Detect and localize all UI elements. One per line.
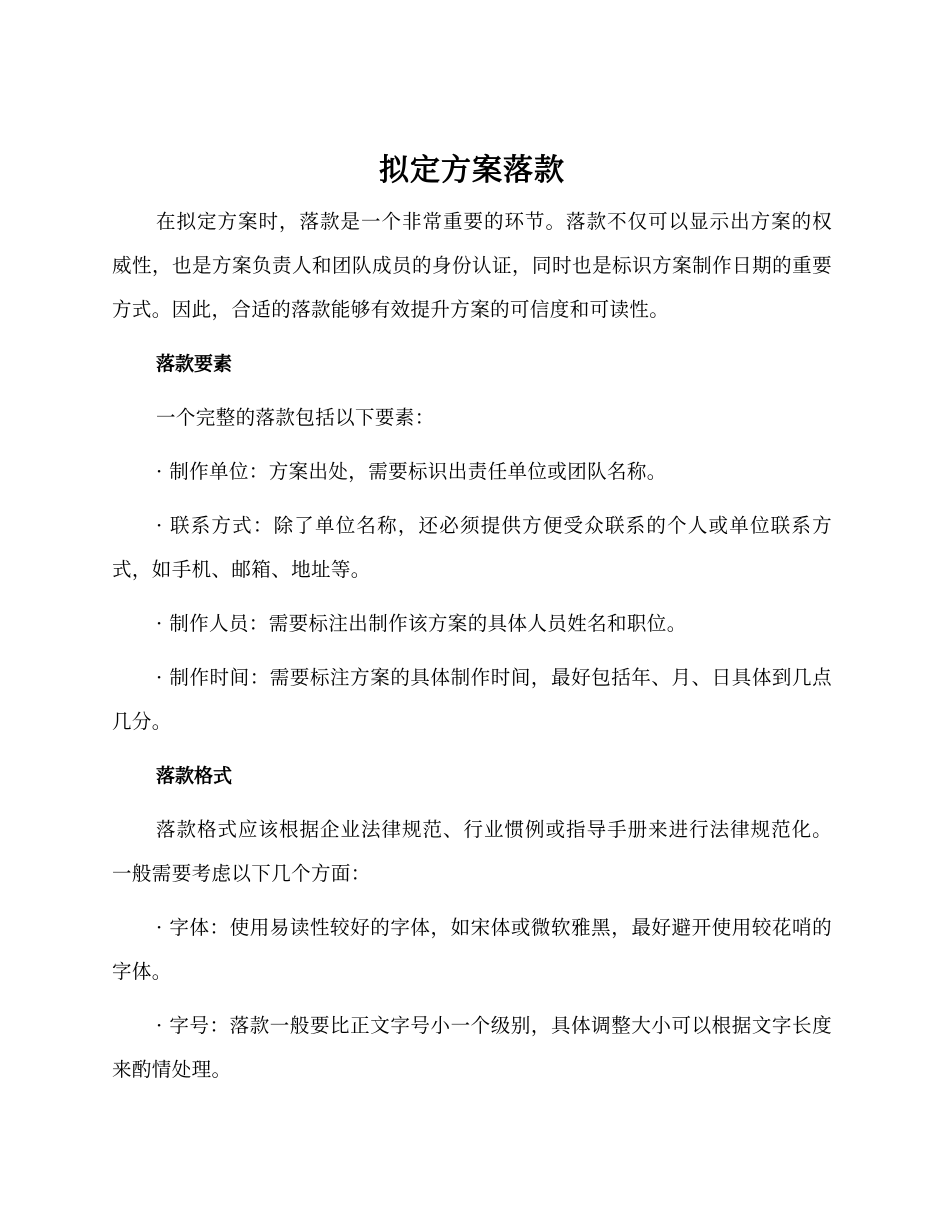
bullet-item: · 制作单位：方案出处，需要标识出责任单位或团队名称。	[156, 460, 667, 483]
bullet-item: · 制作人员：需要标注出制作该方案的具体人员姓名和职位。	[156, 612, 687, 635]
document-title: 拟定方案落款	[379, 153, 565, 188]
bullet-item: · 联系方式：除了单位名称，还必须提供方便受众联系的个人或单位联系方式，如手机、邮箱、地址等。	[112, 514, 832, 581]
intro-paragraph: 在拟定方案时，落款是一个非常重要的环节。落款不仅可以显示出方案的权威性，也是方案负责人和团队成员的身份认证，同时也是标识方案制作日期的重要方式。因此，合适的落款能够有效提升方案的可信度和可读性。	[112, 210, 832, 321]
section-lead: 落款格式应该根据企业法律规范、行业惯例或指导手册来进行法律规范化。一般需要考虑以下几个方面：	[112, 818, 832, 885]
section-heading: 落款要素	[156, 353, 233, 375]
bullet-item: · 字号：落款一般要比正文字号小一个级别，具体调整大小可以根据文字长度来酌情处理。	[112, 1014, 832, 1081]
document-page	[112, 152, 832, 1092]
section-heading: 落款格式	[156, 765, 233, 787]
section-lead: 一个完整的落款包括以下要素：	[156, 406, 435, 429]
section-elements	[112, 342, 832, 744]
section-format	[112, 754, 832, 1092]
bullet-item: · 字体：使用易读性较好的字体，如宋体或微软雅黑，最好避开使用较花哨的字体。	[112, 916, 832, 983]
bullet-item: · 制作时间：需要标注方案的具体制作时间，最好包括年、月、日具体到几点几分。	[112, 666, 832, 733]
